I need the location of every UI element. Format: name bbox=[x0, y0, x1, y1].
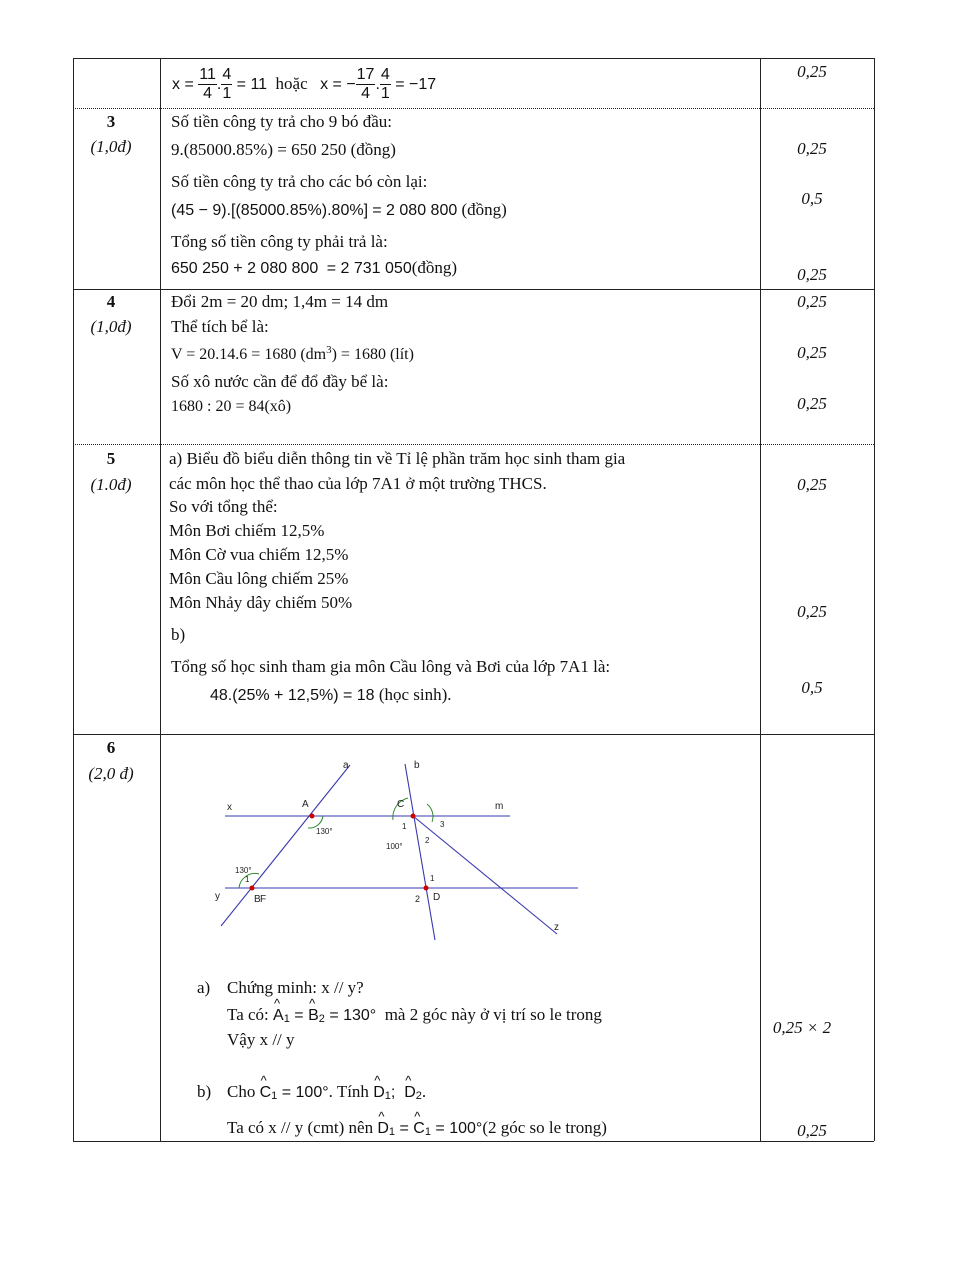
label-F: F bbox=[260, 894, 267, 905]
q3-points: (1,0đ) bbox=[90, 137, 132, 156]
fraction-4-1: $\frac{4}{1}$ bbox=[222, 66, 232, 103]
q5-score-3: 0,5 bbox=[801, 678, 823, 697]
q5-points: (1.0đ) bbox=[90, 475, 132, 494]
q6-a-line2: Vậy x // y bbox=[227, 1030, 295, 1049]
q5-line4: Môn Bơi chiếm 12,5% bbox=[169, 521, 325, 540]
q3-number: 3 bbox=[106, 112, 116, 131]
row-separator-3 bbox=[73, 444, 874, 445]
equation-row: x = $\frac{11}{4}$ . $\frac{4}{1}$ = 11 hoặc x = − $\frac{17}{4}$ . $\frac{4}{1}$ = −17 bbox=[172, 66, 437, 103]
point-a bbox=[310, 814, 315, 819]
q4-number: 4 bbox=[106, 292, 116, 311]
q3-line2: 9.(85000.85%) = 650 250 (đồng) bbox=[171, 140, 396, 159]
q6-a-line1: Ta có: ^ A1 = ^ B2 = 130° mà 2 góc này ở vị trí so le trong bbox=[227, 1005, 602, 1025]
result-2: = −17 bbox=[395, 76, 437, 93]
label-one-b: 1 bbox=[245, 875, 250, 884]
label-angle-c: 100° bbox=[386, 842, 403, 851]
q6-b-label: b) bbox=[197, 1082, 212, 1101]
q5-line7: Môn Nhảy dây chiếm 50% bbox=[169, 593, 353, 612]
q5-line10: 48.(25% + 12,5%) = 18 (học sinh). bbox=[210, 685, 452, 704]
label-m: m bbox=[495, 801, 504, 812]
point-c bbox=[411, 814, 416, 819]
label-three-c: 3 bbox=[440, 820, 445, 829]
point-d bbox=[424, 886, 429, 891]
row-separator-1 bbox=[73, 108, 874, 109]
arc-angle-c3 bbox=[427, 804, 433, 822]
label-one-d: 1 bbox=[430, 874, 435, 883]
label-one-c: 1 bbox=[402, 822, 407, 831]
q3-line6: 650 250 + 2 080 800 = 2 731 050(đồng) bbox=[171, 258, 458, 277]
q5-line1: a) Biểu đồ biểu diễn thông tin về Tỉ lệ phần trăm học sinh tham gia bbox=[169, 449, 626, 468]
or-text: hoặc bbox=[275, 74, 308, 93]
label-A: A bbox=[302, 799, 309, 810]
label-two-d: 2 bbox=[415, 894, 421, 904]
q4-line1: Đổi 2m = 20 dm; 1,4m = 14 dm bbox=[171, 292, 389, 311]
q3-score-1: 0,25 bbox=[797, 139, 827, 158]
label-z: z bbox=[554, 922, 559, 933]
geometry-figure bbox=[205, 750, 595, 945]
table-border-bottom bbox=[73, 1141, 874, 1142]
line-a bbox=[221, 765, 350, 926]
row-separator-4 bbox=[73, 734, 874, 735]
row-separator-2 bbox=[73, 289, 874, 290]
table-border-left bbox=[73, 58, 74, 1141]
q3-score-2: 0,5 bbox=[801, 189, 823, 208]
q5-line5: Môn Cờ vua chiếm 12,5% bbox=[169, 545, 349, 564]
q3-line1: Số tiền công ty trả cho 9 bó đầu: bbox=[171, 112, 392, 131]
q3-line5: Tổng số tiền công ty phải trả là: bbox=[171, 232, 388, 251]
q6-a-title: Chứng minh: x // y? bbox=[227, 978, 364, 997]
q6-score-2: 0,25 bbox=[797, 1121, 827, 1140]
q4-line3: V = 20.14.6 = 1680 $(dm^3) = 1680$ (lít) bbox=[171, 344, 414, 363]
q4-line2: Thể tích bể là: bbox=[171, 317, 269, 336]
label-x: x bbox=[227, 802, 232, 813]
q4-score-1: 0,25 bbox=[797, 292, 827, 311]
fraction-4-1b: $\frac{4}{1}$ bbox=[380, 66, 390, 103]
q3-line4: (45 − 9).[(85000.85%).80%] = 2 080 800 (đồng) bbox=[171, 200, 507, 219]
label-b: b bbox=[414, 760, 420, 771]
label-D: D bbox=[433, 892, 441, 903]
label-B: B bbox=[254, 894, 261, 905]
q5-score-1: 0,25 bbox=[797, 475, 827, 494]
q3-line3: Số tiền công ty trả cho các bó còn lại: bbox=[171, 172, 428, 191]
label-y: y bbox=[215, 891, 220, 902]
q4-score-2: 0,25 bbox=[797, 343, 827, 362]
table-divider-1 bbox=[160, 58, 161, 1141]
q4-line5: 1680 : 20 = 84(xô) bbox=[171, 398, 292, 415]
label-a: a bbox=[343, 760, 349, 771]
table-divider-2 bbox=[760, 58, 761, 1141]
table-border-top bbox=[73, 58, 874, 59]
q5-line6: Môn Cầu lông chiếm 25% bbox=[169, 569, 349, 588]
q4-line4: Số xô nước cần để đổ đầy bể là: bbox=[171, 372, 389, 391]
q6-a-label: a) bbox=[197, 978, 211, 997]
label-angle-b: 130° bbox=[235, 866, 252, 875]
q5-line2: các môn học thể thao của lớp 7A1 ở một trường THCS. bbox=[169, 474, 547, 493]
q6-points: (2,0 đ) bbox=[88, 764, 134, 783]
q6-score-1: 0,25 × 2 bbox=[772, 1018, 832, 1037]
label-angle-a: 130° bbox=[316, 827, 333, 836]
q5-score-2: 0,25 bbox=[797, 602, 827, 621]
q5-line9: Tổng số học sinh tham gia môn Cầu lông và Bơi của lớp 7A1 là: bbox=[171, 657, 611, 676]
q3-score-3: 0,25 bbox=[797, 265, 827, 284]
eq-x-left: x = bbox=[172, 76, 194, 93]
table-border-right bbox=[874, 58, 875, 1141]
label-two-c: 2 bbox=[425, 836, 430, 845]
q6-b-title: Cho ^ C1 = 100°. Tính ^ D1; ^ D2. bbox=[227, 1082, 426, 1102]
line-b bbox=[405, 764, 435, 940]
q5-line8: b) bbox=[171, 625, 186, 644]
eq-x-right: x = − bbox=[320, 76, 356, 93]
fraction-11-4: $\frac{11}{4}$ bbox=[199, 66, 216, 103]
label-C: C bbox=[397, 799, 405, 810]
q5-line3: So với tổng thể: bbox=[169, 497, 278, 516]
q6-number: 6 bbox=[106, 738, 116, 757]
point-b bbox=[250, 886, 255, 891]
q5-number: 5 bbox=[106, 449, 116, 468]
q4-score-3: 0,25 bbox=[797, 394, 827, 413]
fraction-17-4: $\frac{17}{4}$ bbox=[356, 66, 375, 103]
result-1: = 11 bbox=[236, 76, 268, 93]
score-top: 0,25 bbox=[797, 62, 827, 81]
q4-points: (1,0đ) bbox=[90, 317, 132, 336]
q6-b-line2: Ta có x // y (cmt) nên ^ D1 = ^ C1 = 100°(2 góc so le trong) bbox=[227, 1118, 607, 1138]
line-cz bbox=[413, 816, 557, 934]
